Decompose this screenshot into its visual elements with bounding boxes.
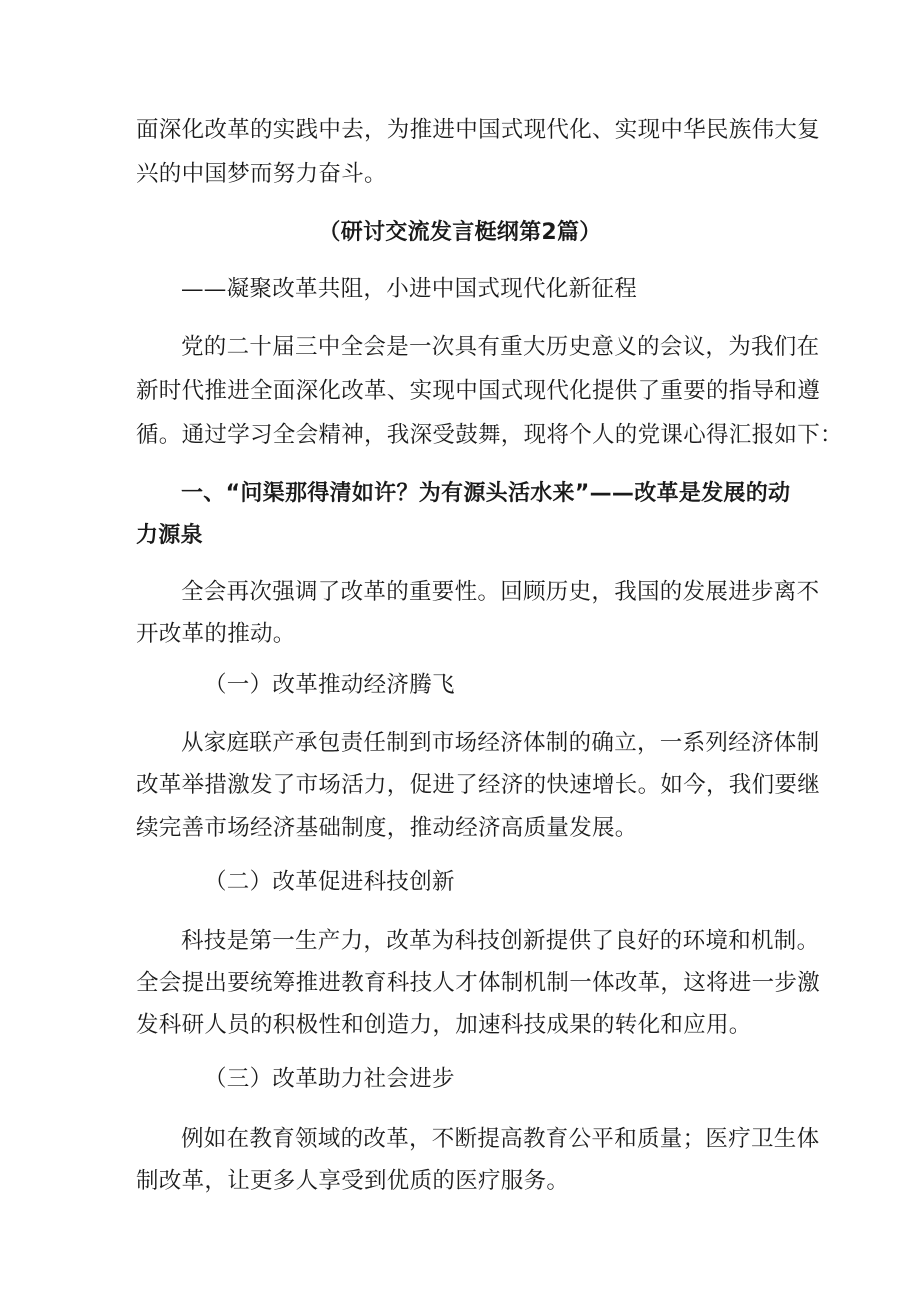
paragraph-line: 开改革的推动。	[136, 621, 296, 647]
subheading-line: （三）改革助力社会进步	[204, 1066, 455, 1092]
paragraph-line: 制改革，让更多人享受到优质的医疗服务。	[136, 1168, 570, 1194]
paragraph-line: 兴的中国梦而努力奋斗。	[136, 161, 387, 187]
subtitle-line: ——凝聚改革共阻，小进中国式现代化新征程	[181, 276, 638, 302]
paragraph-line: 续完善市场经济基础制度，推动经济高质量发展。	[136, 815, 638, 841]
subheading-line: （二）改革促进科技创新	[204, 869, 455, 895]
heading-line: 力源泉	[136, 523, 203, 548]
heading-line: 一、“问渠那得清如许？为有源头活水来”——改革是发展的动	[181, 481, 791, 506]
paragraph-line: 面深化改革的实践中去，为推进中国式现代化、实现中华民族伟大复	[136, 117, 821, 143]
paragraph-line: 例如在教育领域的改革，不断提高教育公平和质量；医疗卫生体	[181, 1126, 820, 1152]
paragraph-line: 全会再次强调了改革的重要性。回顾历史，我国的发展进步离不	[181, 579, 820, 605]
paragraph-line: 全会提出要统筹推进教育科技人才体制机制一体改革，这将进一步激	[136, 970, 821, 996]
paragraph-line: 科技是第一生产力，改革为科技创新提供了良好的环境和机制。	[181, 928, 820, 954]
paragraph-line: 循。通过学习全会精神，我深受鼓舞，现将个人的党课心得汇报如下：	[136, 422, 843, 448]
paragraph-line: 党的二十届三中全会是一次具有重大历史意义的会议，为我们在	[181, 334, 820, 360]
paragraph-line: 新时代推进全面深化改革、实现中国式现代化提供了重要的指导和遵	[136, 378, 821, 404]
paragraph-line: 改革举措激发了市场活力，促进了经济的快速增长。如今，我们要继	[136, 772, 821, 798]
subheading-line: （一）改革推动经济腾飞	[204, 672, 455, 698]
section-title: （研讨交流发言梃纲第2篇）	[318, 220, 602, 245]
paragraph-line: 从家庭联产承包责任制到市场经济体制的确立，一系列经济体制	[181, 730, 820, 756]
paragraph-line: 发科研人员的积极性和创造力，加速科技成果的转化和应用。	[136, 1012, 752, 1038]
